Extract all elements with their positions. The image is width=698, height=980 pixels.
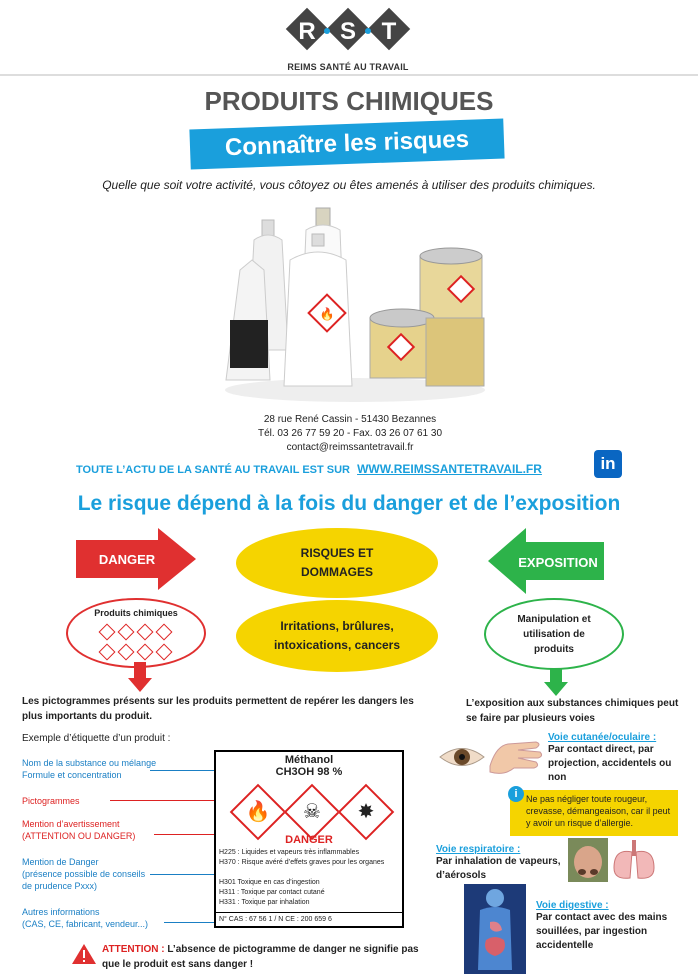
label-nom	[22, 757, 156, 781]
voie-cutanee-text: Par contact direct, par projection, accidentels ou non	[548, 744, 672, 783]
label-mention-avert-text: Mention d’avertissement	[22, 819, 120, 829]
pictogram-explanation: Les pictogrammes présents sur les produits permettent de repérer les dangers les plus importants du produit.	[22, 696, 414, 722]
logo-letter: R	[298, 18, 316, 45]
flame-pictogram-icon: 🔥	[230, 784, 287, 841]
exposition-oval	[484, 598, 624, 670]
label-picto: Pictogrammes	[22, 796, 80, 806]
voie-digestive-title: Voie digestive :	[536, 900, 609, 911]
label-mention-avert	[22, 818, 135, 842]
exposition-oval-text: Manipulation et utilisation de produits	[517, 613, 591, 655]
intro-text: Quelle que soit votre activité, vous côtoyez ou êtes amenés à utiliser des produits chimiques.	[102, 178, 596, 192]
top-divider	[0, 74, 698, 76]
h301-statement: H301 Toxique en cas d’ingestion	[219, 879, 320, 886]
h225-statement: H225 : Liquides et vapeurs très inflammables	[219, 849, 360, 856]
risques-title: RISQUES ET DOMMAGES	[300, 546, 374, 579]
label-autres-text: Autres informations	[22, 907, 100, 917]
warning-attention: ATTENTION :	[102, 944, 165, 955]
logo-letter: T	[381, 18, 397, 45]
skull-pictogram-icon: ☠	[284, 784, 341, 841]
voie-digestive	[536, 900, 686, 953]
danger-arrow	[76, 528, 196, 590]
exposition-explanation: L’exposition aux substances chimiques peut se faire par plusieurs voies	[466, 698, 679, 724]
danger-label: DANGER	[98, 552, 156, 567]
logo-tagline: REIMS SANTÉ AU TRAVAIL	[287, 62, 409, 72]
voie-cutanee-title: Voie cutanée/oculaire :	[548, 732, 657, 743]
headline: Le risque dépend à la fois du danger et de l’exposition	[77, 492, 621, 515]
h331-statement: H331 : Toxique par inhalation	[219, 899, 310, 906]
contact-address	[200, 413, 500, 455]
label-mention-danger	[22, 856, 145, 892]
voie-respiratoire-text: Par inhalation de vapeurs, d’aérosols	[436, 856, 561, 881]
rst-logo	[286, 8, 410, 80]
picto-icon	[156, 624, 173, 641]
exposition-arrow	[488, 528, 604, 594]
label-mention-danger-sub: (présence possible de conseils	[22, 869, 146, 879]
green-down-arrow	[544, 668, 568, 696]
eye-icon	[438, 742, 486, 772]
address-line: 28 rue René Cassin - 51430 Bezannes	[263, 414, 437, 425]
h370-statement: H370 : Risque avéré d’effets graves pour les organes	[219, 859, 385, 866]
h311-statement: H311 : Toxique par contact cutané	[219, 889, 325, 896]
label-autres	[22, 906, 148, 930]
allergy-note: Ne pas négliger toute rougeur, crevasse, démangeaison, car il peut y avoir un risque d’allergie.	[510, 790, 678, 836]
email-link[interactable]: contact@reimssantetravail.fr	[286, 442, 414, 453]
voie-respiratoire	[436, 844, 566, 883]
substance-formula: CH3OH 98 %	[275, 766, 343, 778]
connector-line	[150, 874, 214, 875]
label-formule-text: Formule et concentration	[22, 770, 122, 780]
picto-icon	[156, 644, 173, 661]
label-mention-avert-sub: (ATTENTION OU DANGER)	[22, 831, 136, 841]
danger-oval	[66, 598, 206, 668]
risques-ellipse	[236, 528, 438, 598]
lungs-icon	[610, 838, 658, 882]
health-hazard-pictogram-icon: ✸	[338, 784, 395, 841]
label-nom-text: Nom de la substance ou mélange	[22, 758, 157, 768]
example-heading: Exemple d’étiquette d’un produit :	[22, 733, 171, 744]
hand-icon	[486, 736, 544, 778]
svg-text:🔥: 🔥	[319, 307, 335, 321]
actu-text: TOUTE L’ACTU DE LA SANTÉ AU TRAVAIL EST SUR	[76, 464, 350, 476]
effects-ellipse	[236, 600, 438, 672]
label-autres-sub: (CAS, CE, fabricant, vendeur...)	[22, 919, 149, 929]
logo-dot	[365, 28, 371, 34]
picto-icon	[118, 624, 135, 641]
page-title: PRODUITS CHIMIQUES	[204, 86, 494, 116]
substance-name: Méthanol	[284, 754, 334, 766]
label-mention-danger-sub2: de prudence Pxxx)	[22, 881, 98, 891]
actu-banner	[76, 462, 542, 476]
picto-icon	[137, 644, 154, 661]
voie-respiratoire-title: Voie respiratoire :	[436, 844, 521, 855]
warning-message: L’absence de pictogramme de danger ne signifie pas que le produit est sans danger !	[102, 944, 419, 970]
effects-text: Irritations, brûlures, intoxications, cancers	[273, 619, 401, 652]
voie-digestive-text: Par contact avec des mains souillées, par ingestion accidentelle	[536, 912, 668, 951]
logo-dot	[324, 28, 330, 34]
chemical-bottles-illustration	[220, 200, 490, 405]
red-down-arrow	[128, 662, 152, 692]
nose-icon	[568, 838, 608, 882]
signal-word: DANGER	[285, 834, 333, 846]
logo-letter: S	[339, 18, 356, 45]
digestive-system-icon	[464, 884, 526, 974]
banner: Connaître les risques	[189, 119, 504, 170]
voie-cutanee	[548, 732, 688, 785]
website-link[interactable]: WWW.REIMSSANTETRAVAIL.FR	[357, 462, 542, 476]
picto-icon	[99, 644, 116, 661]
cas-number: N° CAS : 67 56 1 / N CE : 200 659 6	[219, 916, 332, 923]
connector-line	[164, 922, 214, 923]
connector-line	[150, 770, 214, 771]
picto-icon	[99, 624, 116, 641]
product-label	[214, 750, 404, 928]
info-icon: i	[508, 786, 524, 802]
linkedin-icon[interactable]: in	[594, 450, 622, 478]
exposition-label: EXPOSITION	[518, 555, 598, 570]
phone-line: Tél. 03 26 77 59 20 - Fax. 03 26 07 61 30	[257, 428, 443, 439]
picto-icon	[137, 624, 154, 641]
label-mention-danger-text: Mention de Danger	[22, 857, 99, 867]
picto-icon	[118, 644, 135, 661]
label-separator	[216, 912, 402, 913]
danger-oval-label: Produits chimiques	[94, 608, 178, 618]
warning-text	[72, 942, 432, 972]
